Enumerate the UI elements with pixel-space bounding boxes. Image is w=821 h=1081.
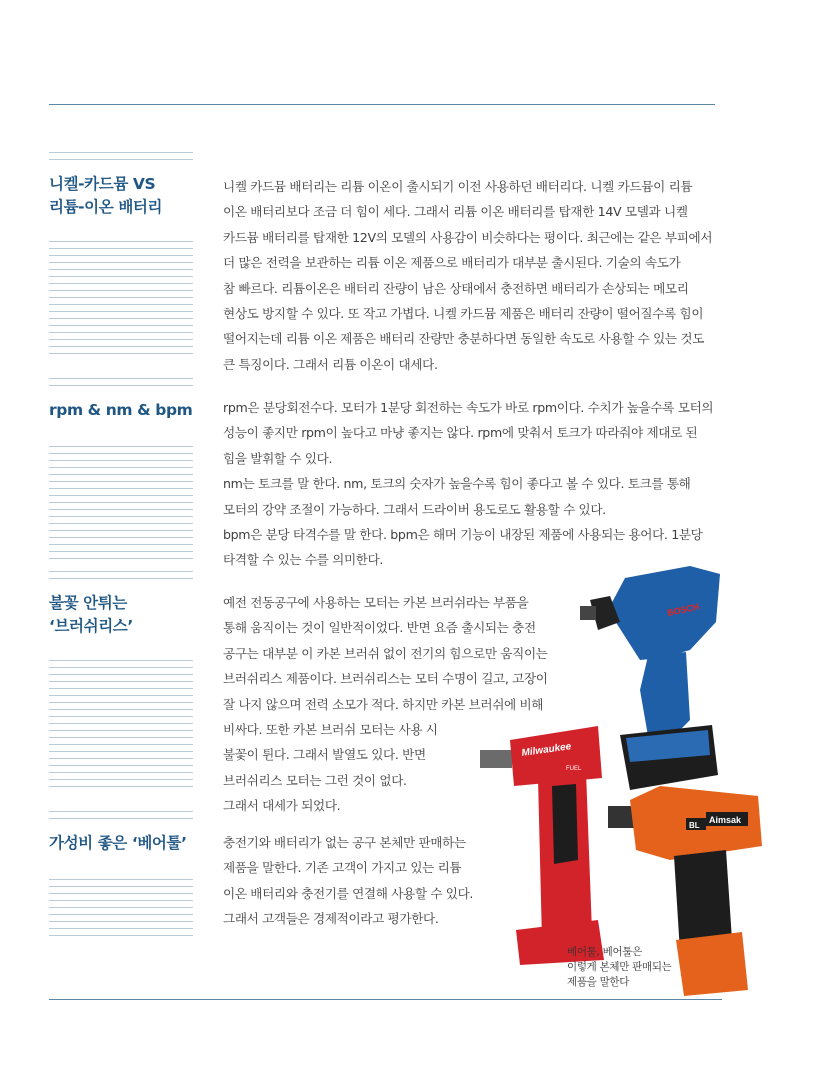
section-heading: rpm & nm & bpm [49,401,193,419]
body-line: 잘 나지 않으며 전력 소모가 적다. 하지만 카본 브러쉬에 비해 [223,696,544,712]
body-line: 더 많은 전력을 보관하는 리튬 이온 제품으로 배터리가 대부분 출시된다. 기술의 속도가 [223,255,681,271]
heading-stripes-top [49,152,193,166]
body-line: 모터의 강약 조절이 가능하다. 그래서 드라이버 용도로도 활용할 수 있다. [223,501,606,517]
body-line: 이온 배터리보다 조금 더 힘이 세다. 그래서 리튬 이온 배터리를 탑재한 14V 모델과 니켈 [223,204,688,220]
body-line: 성능이 좋지만 rpm이 높다고 마냥 좋지는 않다. rpm에 맞춰서 토크가 따라줘야 제대로 된 [223,425,698,441]
power-tools-illustration [480,560,770,1000]
body-line: 불꽃이 튄다. 그래서 발열도 있다. 반면 [223,747,426,763]
milwaukee-label: Milwaukee [520,741,572,759]
body-line: bpm은 분당 타격수를 말 한다. bpm은 해머 기능이 내장된 제품에 사용되는 용어다. 1분당 [223,527,703,543]
body-line: 제품을 말한다. 기존 고객이 가지고 있는 리튬 [223,860,462,876]
body-line: 공구는 대부분 이 카본 브러쉬 없이 전기의 힘으로만 움직이는 [223,645,548,661]
heading-stripes-top [49,571,193,585]
heading-stripes-top [49,811,193,825]
heading-stripes-bottom [49,660,193,793]
body-line: 니켈 카드뮴 배터리는 리튬 이온이 출시되기 이전 사용하던 배터리다. 니켈 카드뮴이 리튬 [223,179,693,194]
section-heading: 가성비 좋은 ‘베어툴’ [49,834,187,852]
body-line: 브러쉬리스 모터는 그런 것이 없다. [223,772,407,788]
body-line: 현상도 방지할 수 있다. 또 작고 가볍다. 니켈 카드뮴 제품은 배터리 잔량이 떨어질수록 힘이 [223,306,704,322]
body-line: 그래서 고객들은 경제적이라고 평가한다. [223,911,439,927]
body-line: 힘을 발휘할 수 있다. [223,450,333,466]
body-line: 카드뮴 배터리를 탑재한 12V의 모델의 사용감이 비슷하다는 평이다. 최근에는 같은 부피에서 [223,229,713,245]
image-caption [567,945,672,990]
body-line: 통해 움직이는 것이 일반적이었다. 반면 요즘 출시되는 충전 [223,620,536,636]
caption-line: 이렇게 본체만 판매되는 [567,961,672,973]
section-body [223,395,713,573]
body-line: 떨어지는데 리튬 이온 제품은 배터리 잔량만 충분하다면 동일한 속도로 사용할 수 있는 것도 [223,331,705,347]
top-rule [49,104,715,105]
section-body [223,830,473,932]
bl-label: BL [689,821,700,830]
body-line: 비싸다. 또한 카본 브러쉬 모터는 사용 시 [223,722,438,738]
caption-line: 베어툴, 베어툴은 [567,946,642,958]
heading-stripes-top [49,378,193,392]
section-heading: 불꽃 안튀는 ‘브러쉬리스’ [49,594,133,635]
body-line: rpm은 분당회전수다. 모터가 1분당 회전하는 속도가 바로 rpm이다. 수치가 높을수록 모터의 [223,400,714,415]
section-body [223,174,712,377]
heading-stripes-bottom [49,446,193,565]
body-line: 타격할 수 있는 수를 의미한다. [223,552,384,568]
body-line: 이온 배터리와 충전기를 연결해 사용할 수 있다. [223,885,474,901]
body-line: nm는 토크를 말 한다. nm, 토크의 숫자가 높을수록 힘이 좋다고 볼 수 있다. 토크를 통해 [223,476,691,492]
body-line: 큰 특징이다. 그래서 리튬 이온이 대세다. [223,356,438,372]
body-line: 참 빠르다. 리튬이온은 배터리 잔량이 남은 상태에서 충전하면 배터리가 손상되는 메모리 [223,280,689,296]
fuel-label: FUEL [566,766,582,772]
bottom-rule [49,999,722,1000]
body-line: 그래서 대세가 되었다. [223,798,341,814]
milwaukee-grinder-image [480,726,604,965]
bosch-impact-driver-image [580,566,720,790]
body-line: 예전 전동공구에 사용하는 모터는 카본 브러쉬라는 부품을 [223,595,529,610]
body-line: 충전기와 배터리가 없는 공구 본체만 판매하는 [223,835,466,850]
heading-stripes-bottom [49,879,193,942]
bosch-label: BOSCH [666,601,701,618]
section-heading: 니켈-카드뮴 VS 리튬-이온 배터리 [49,175,163,216]
body-line: 브러쉬리스 제품이다. 브러쉬리스는 모터 수명이 길고, 고장이 [223,671,548,687]
caption-line: 제품을 말한다 [567,976,630,988]
aimsak-label: Aimsak [709,815,742,825]
heading-stripes-bottom [49,241,193,360]
